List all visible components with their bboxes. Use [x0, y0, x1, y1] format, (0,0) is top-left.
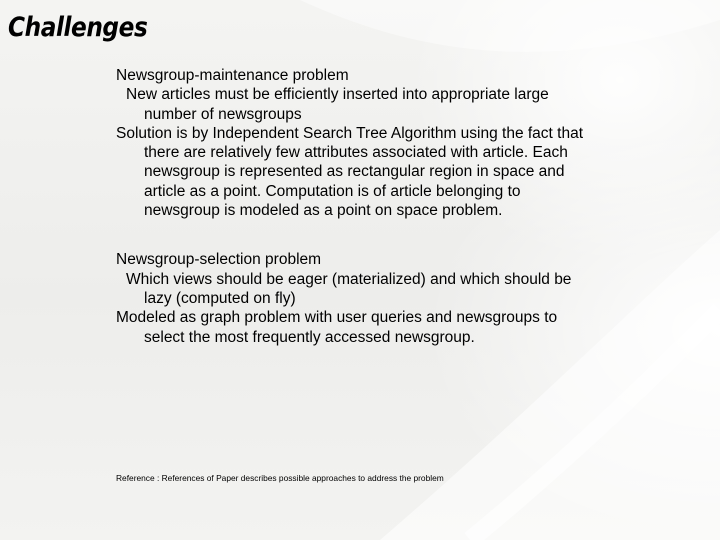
maintenance-solution-line-1: Solution is by Independent Search Tree Algorithm using the fact that [116, 124, 584, 142]
selection-solution-line-1: Modeled as graph problem with user queries and newsgroups to [116, 309, 558, 327]
maintenance-solution-line-3: newsgroup is represented as rectangular region in space and [144, 163, 565, 181]
reference-note: Reference : References of Paper describes possible approaches to address the problem [116, 473, 444, 483]
selection-subpoint-line-1: Which views should be eager (materialized) and which should be [126, 270, 572, 288]
maintenance-subpoint-line-1: New articles must be efficiently inserted into appropriate large [126, 86, 549, 104]
maintenance-subpoint-line-2: number of newsgroups [144, 105, 302, 123]
maintenance-solution-line-4: article as a point. Computation is of article belonging to [144, 182, 521, 200]
section-heading-maintenance: Newsgroup-maintenance problem [116, 67, 349, 84]
slide-body [116, 66, 712, 347]
section-gap [116, 220, 712, 250]
selection-solution-line-2: select the most frequently accessed newsgroup. [144, 328, 475, 346]
maintenance-solution-line-5: newsgroup is modeled as a point on space problem. [144, 202, 503, 220]
slide-title: Challenges [8, 12, 148, 43]
selection-subpoint-line-2: lazy (computed on fly) [144, 289, 296, 307]
section-heading-selection: Newsgroup-selection problem [116, 251, 322, 269]
maintenance-solution-line-2: there are relatively few attributes associated with article. Each [144, 144, 568, 162]
